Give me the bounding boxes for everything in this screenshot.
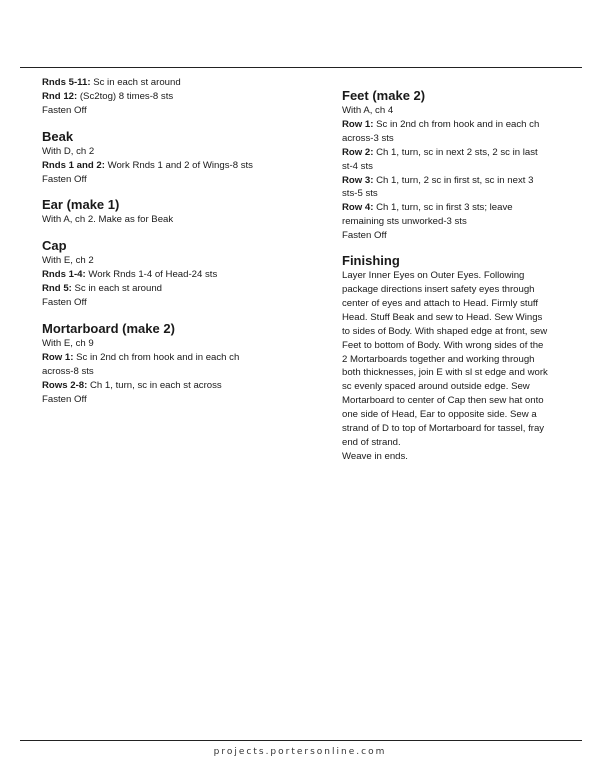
- section-heading: Beak: [42, 128, 74, 144]
- step-label: Rnd 12:: [42, 90, 78, 102]
- pattern-section: [42, 129, 297, 187]
- instruction-line: [42, 90, 297, 104]
- instruction-line: [342, 283, 590, 297]
- step-text: Fasten Off: [42, 297, 87, 309]
- step-label: Row 4:: [342, 202, 374, 214]
- instruction-line: [342, 132, 590, 146]
- instruction-line: [42, 379, 297, 393]
- section-heading: Mortarboard (make 2): [42, 320, 175, 336]
- instruction-line: [42, 365, 297, 379]
- step-text: Sc in each st around: [90, 77, 181, 88]
- step-text: both thicknesses, join E with sl st edge and work: [342, 367, 548, 379]
- step-text: (Sc2tog) 8 times-8 sts: [77, 90, 174, 102]
- step-text: 2 Mortarboards together and working through: [342, 353, 535, 365]
- left-column: [42, 76, 297, 407]
- instruction-line: [342, 422, 590, 436]
- step-text: With D, ch 2: [42, 145, 95, 157]
- bottom-divider: [20, 740, 582, 741]
- step-label: Rnds 1-4:: [42, 269, 86, 281]
- section-heading: Feet (make 2): [342, 88, 426, 103]
- step-text: Layer Inner Eyes on Outer Eyes. Following: [342, 270, 525, 282]
- section-heading: Ear (make 1): [42, 197, 120, 213]
- section-heading: Cap: [42, 238, 67, 254]
- step-text: Fasten Off: [42, 393, 87, 405]
- step-text: Weave in ends.: [342, 450, 408, 462]
- instruction-line: [342, 394, 590, 408]
- instruction-line: [42, 296, 297, 310]
- instruction-line: [342, 201, 590, 215]
- step-label: Rnd 5:: [42, 283, 72, 295]
- pattern-section: [342, 88, 590, 243]
- step-text: Sc in each st around: [71, 283, 162, 295]
- step-text: Ch 1, turn, sc in first 3 sts; leave: [373, 202, 513, 214]
- step-text: across-3 sts: [342, 132, 394, 144]
- step-text: With A, ch 2. Make as for Beak: [42, 214, 174, 226]
- step-text: With E, ch 2: [42, 255, 94, 267]
- pattern-section: [42, 197, 297, 227]
- step-text: Work Rnds 1 and 2 of Wings-8 sts: [104, 159, 253, 171]
- step-text: end of strand.: [342, 436, 401, 448]
- instruction-line: [342, 311, 590, 325]
- footer-url: projects.portersonline.com: [213, 747, 387, 757]
- instruction-line: [342, 215, 590, 229]
- step-text: Head. Stuff Beak and sew to Head. Sew Wings: [342, 311, 543, 323]
- instruction-line: [42, 104, 297, 118]
- step-label: Rows 2-8:: [42, 379, 88, 391]
- step-text: Fasten Off: [42, 173, 87, 185]
- step-label: Row 1:: [42, 351, 74, 363]
- instruction-line: [342, 174, 590, 188]
- instruction-line: [342, 160, 590, 174]
- instruction-line: [342, 450, 590, 464]
- instruction-line: [42, 76, 297, 90]
- instruction-line: [342, 380, 590, 394]
- instruction-line: [342, 229, 590, 243]
- instruction-line: [342, 436, 590, 450]
- step-text: package directions insert safety eyes through: [342, 283, 535, 295]
- step-text: Mortarboard to center of Cap then sew hat onto: [342, 395, 544, 407]
- instruction-line: [342, 297, 590, 311]
- instruction-line: [342, 118, 590, 132]
- right-column: [342, 88, 590, 464]
- step-text: to sides of Body. With shaped edge at front, sew: [342, 325, 548, 337]
- instruction-line: [342, 353, 590, 367]
- pattern-section: [42, 76, 297, 118]
- step-text: sts-5 sts: [342, 188, 378, 200]
- step-text: Ch 1, turn, sc in next 2 sts, 2 sc in last: [373, 146, 538, 158]
- step-text: Ch 1, turn, sc in each st across: [87, 379, 222, 391]
- step-text: across-8 sts: [42, 365, 94, 377]
- instruction-line: [342, 104, 590, 118]
- instruction-line: [42, 145, 297, 159]
- instruction-line: [42, 337, 297, 351]
- instruction-line: [42, 213, 297, 227]
- instruction-line: [342, 339, 590, 353]
- instruction-line: [42, 254, 297, 268]
- step-text: Sc in 2nd ch from hook and in each ch: [373, 118, 540, 130]
- step-text: st-4 sts: [342, 160, 373, 172]
- step-text: Sc in 2nd ch from hook and in each ch: [73, 351, 240, 363]
- instruction-line: [342, 325, 590, 339]
- step-label: Row 3:: [342, 174, 374, 186]
- instruction-line: [42, 282, 297, 296]
- step-label: Rnds 5-11:: [42, 77, 91, 88]
- step-text: With E, ch 9: [42, 337, 94, 349]
- instruction-line: [42, 159, 297, 173]
- instruction-line: [42, 173, 297, 187]
- step-text: Work Rnds 1-4 of Head-24 sts: [85, 269, 218, 281]
- instruction-line: [342, 269, 590, 283]
- step-label: Row 1:: [342, 118, 374, 130]
- instruction-line: [42, 393, 297, 407]
- instruction-line: [42, 351, 297, 365]
- instruction-line: [42, 268, 297, 282]
- step-text: Fasten Off: [342, 230, 387, 242]
- instruction-line: [342, 366, 590, 380]
- step-text: center of eyes and attach to Head. Firmly stuff: [342, 297, 539, 309]
- top-divider: [20, 67, 582, 68]
- pattern-section: [42, 321, 297, 407]
- instruction-line: [342, 187, 590, 201]
- step-label: Row 2:: [342, 146, 374, 158]
- step-text: Feet to bottom of Body. With wrong sides of the: [342, 339, 544, 351]
- step-text: strand of D to top of Mortarboard for tassel, fray: [342, 423, 545, 435]
- instruction-line: [342, 146, 590, 160]
- pattern-section: [42, 238, 297, 310]
- step-text: Fasten Off: [42, 104, 87, 116]
- step-text: remaining sts unworked-3 sts: [342, 216, 467, 228]
- step-text: Ch 1, turn, 2 sc in first st, sc in next 3: [373, 174, 534, 186]
- step-label: Rnds 1 and 2:: [42, 159, 105, 171]
- pattern-section: [342, 253, 590, 464]
- instruction-line: [342, 408, 590, 422]
- section-heading: Finishing: [342, 253, 400, 269]
- step-text: With A, ch 4: [342, 105, 394, 116]
- step-text: sc evenly spaced around outside edge. Sew: [342, 381, 530, 393]
- step-text: one side of Head, Ear to opposite side. Sew a: [342, 409, 537, 421]
